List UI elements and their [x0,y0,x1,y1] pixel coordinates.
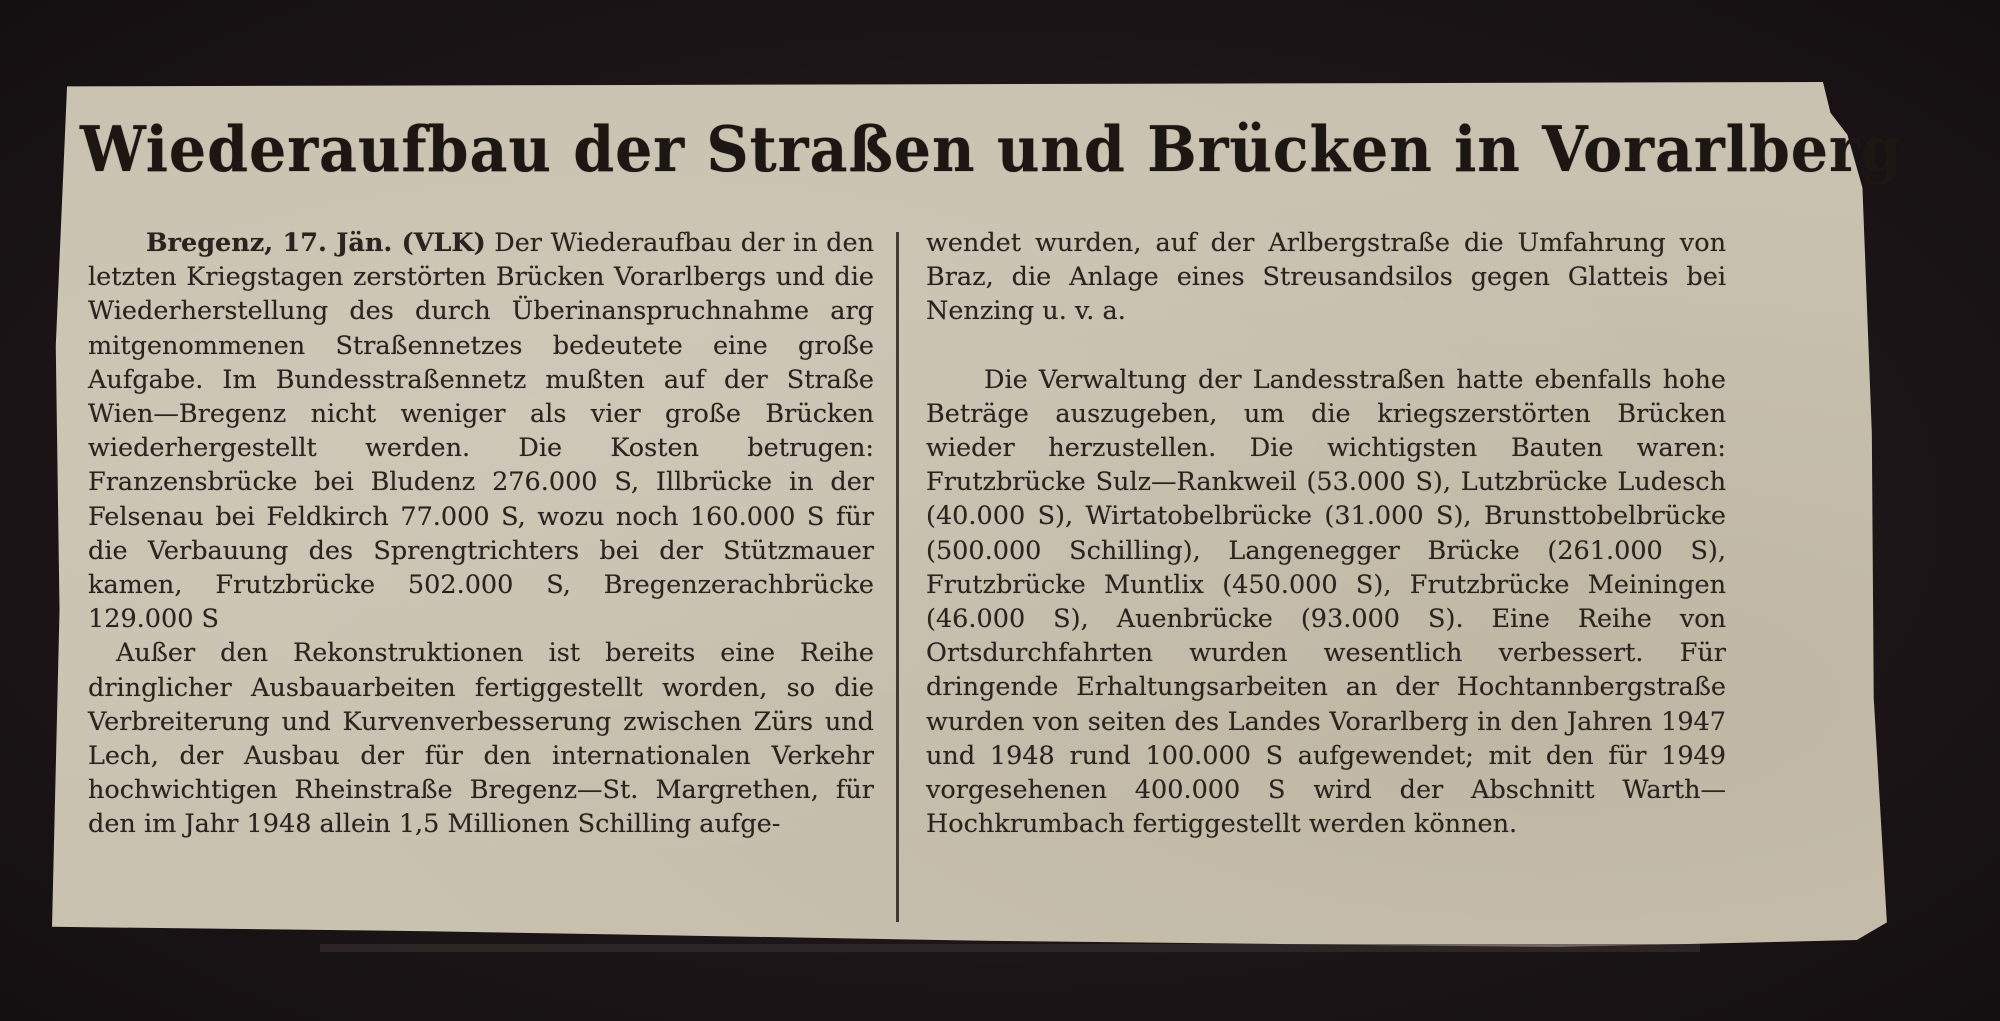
left-paragraph-1 [88,226,874,636]
clipping-bottom-edge [320,944,1700,952]
dateline: Bregenz, 17. Jän. (VLK) [146,228,486,258]
article-headline: Wiederaufbau der Straßen und Brücken in Vorarlberg [80,112,1903,186]
left-paragraph-1-text: Der Wiederaufbau der in den letzten Kriegstagen zerstörten Brücken Vorarlbergs und die Wiederherstellung des durch Überinanspruchnahme arg mitgenommenen Straßennetzes bedeutete eine große Aufgabe. Im Bundesstraßennetz mußten auf der Straße Wien—Bregenz nicht weniger als vier große Brücken wiederhergestellt werden. Die Kosten betrugen: Franzensbrücke bei Bludenz 276.000 S, Illbrücke in der Felsenau bei Feldkirch 77.000 S, wozu noch 160.000 S für die Verbauung des Sprengtrichters bei der Stützmauer kamen, Frutzbrücke 502.000 S, Bregenzerachbrücke 129.000 S [88,228,874,635]
column-divider [896,232,899,922]
right-column [926,226,1726,841]
right-paragraph-2: Die Verwaltung der Landesstraßen hatte ebenfalls hohe Beträge auszugeben, um die kriegszerstörten Brücken wieder herzustellen. Die wichtigsten Bauten waren: Frutzbrücke Sulz—Rankweil (53.000 S), Lutzbrücke Ludesch (40.000 S), Wirtatobelbrücke (31.000 S), Brunsttobelbrücke (500.000 Schilling), Langenegger Brücke (261.000 S), Frutzbrücke Muntlix (450.000 S), Frutzbrücke Meiningen (46.000 S), Auenbrücke (93.000 S). Eine Reihe von Ortsdurchfahrten wurden wesentlich verbessert. Für dringende Erhaltungsarbeiten an der Hochtannbergstraße wurden von seiten des Landes Vorarlberg in den Jahren 1947 und 1948 rund 100.000 S aufgewendet; mit den für 1949 vorgesehenen 400.000 S wird der Abschnitt Warth—Hochkrumbach fertiggestellt werden können. [926,364,1726,840]
left-paragraph-2: Außer den Rekonstruktionen ist bereits eine Reihe dringlicher Ausbauarbeiten fertiggestellt worden, so die Verbreiterung und Kurvenverbesserung zwischen Zürs und Lech, der Ausbau der für den internationalen Verkehr hochwichtigen Rheinstraße Bregenz—St. Margrethen, für den im Jahr 1948 allein 1,5 Millionen Schilling aufge- [88,638,874,840]
right-paragraph-1: wendet wurden, auf der Arlbergstraße die Umfahrung von Braz, die Anlage eines Streusandsilos gegen Glatteis bei Nenzing u. v. a. [926,228,1726,327]
left-column [88,226,874,842]
